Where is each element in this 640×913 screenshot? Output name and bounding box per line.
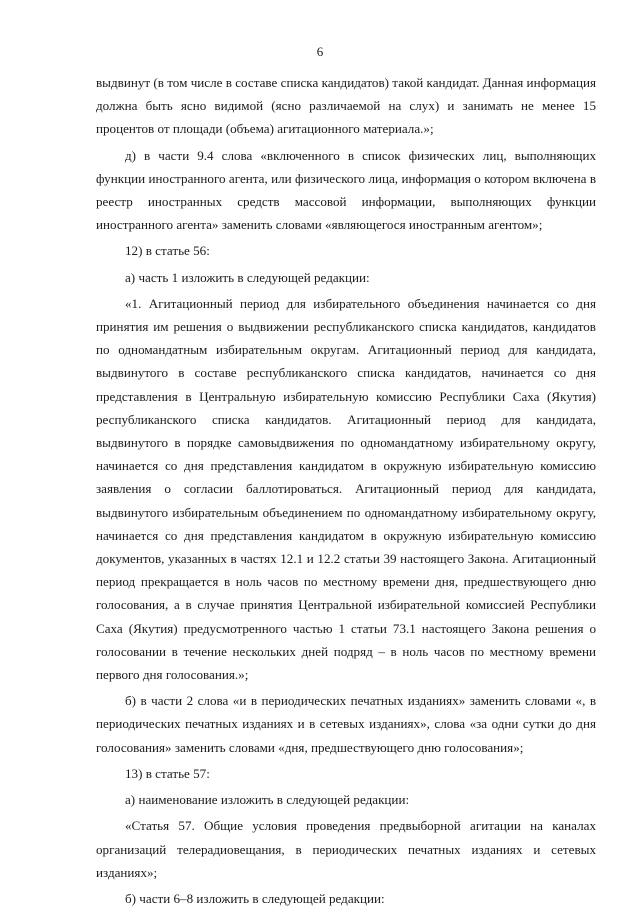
paragraph-quoted-part-1: «1. Агитационный период для избирательного объединения начинается со дня принятия им решения о выдвижении республиканского списка кандидатов, кандидатов по одномандатным избирательным округам. Агитационный период для кандидата, выдвинутого в составе республиканского списка кандидатов, начинается со дня представления в Центральную избирательную комиссию Республики Саха (Якутия) республиканского списка кандидатов. Агитационный период для кандидата, выдвинутого в порядке самовыдвижения по одномандатному избирательному округу, начинается со дня представления кандидатом в окружную избирательную комиссию заявления о согласии баллотироваться. Агитационный период для кандидата, выдвинутого избирательным объединением по одномандатному избирательному округу, начинается со дня представления кандидатом в окружную избирательную комиссию документов, указанных в частях 12.1 и 12.2 статьи 39 настоящего Закона. Агитационный период прекращается в ноль часов по местному времени дня, предшествующего дню голосования, а в случае принятия Центральной избирательной комиссией Республики Саха (Якутия) предусмотренного частью 1 статьи 73.1 настоящего Закона решения о голосовании в течение нескольких дней подряд – в ноль часов по местному времени первого дня голосования.»; — [96, 295, 596, 683]
paragraph-item-a-2: а) наименование изложить в следующей редакции: — [125, 792, 410, 808]
paragraph-item-13: 13) в статье 57: — [125, 765, 210, 781]
paragraph-continuation: выдвинут (в том числе в составе списка кандидатов) такой кандидат. Данная информация должна быть ясно видимой (ясно различаемой на слух) и занимать не менее 15 процентов от площади (объема) агитационного материала.»; — [96, 75, 596, 137]
page-number: 6 — [316, 44, 324, 59]
paragraph-item-d: д) в части 9.4 слова «включенного в список физических лиц, выполняющих функции иностранного агента, или физического лица, информация о котором включена в реестр иностранных средств массовой информации, выполняющих функции иностранного агента» заменить словами «являющегося иностранным агентом»; — [96, 147, 596, 233]
paragraph-item-b-2: б) части 6–8 изложить в следующей редакции: — [125, 890, 385, 906]
paragraph-quoted-article-57: «Статья 57. Общие условия проведения предвыборной агитации на каналах организаций телерадиовещания, в периодических печатных изданиях и сетевых изданиях»; — [96, 818, 596, 880]
paragraph-item-b: б) в части 2 слова «и в периодических печатных изданиях» заменить словами «, в периодических печатных изданиях и в сетевых изданиях», слова «за одни сутки до дня голосования» заменить словами «дня, предшествующего дню голосования»; — [96, 693, 596, 755]
paragraph-item-a: а) часть 1 изложить в следующей редакции: — [125, 269, 370, 285]
document-body — [96, 71, 596, 913]
paragraph-item-12: 12) в статье 56: — [125, 243, 210, 259]
